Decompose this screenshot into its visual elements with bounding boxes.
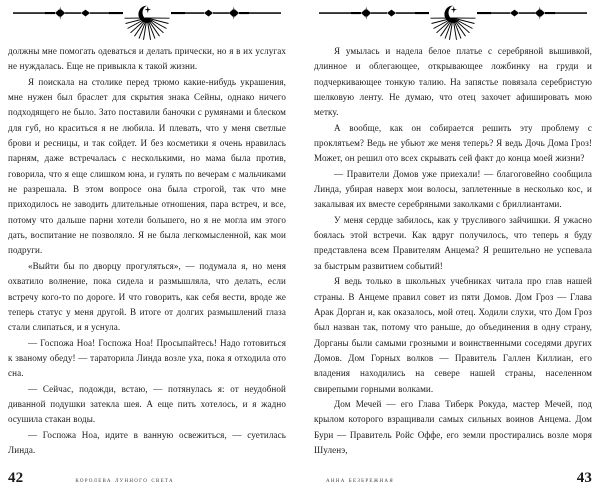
- paragraph: — Госпожа Ноа! Госпожа Ноа! Просыпайтесь! Надо готовиться к званому обеду! — тараторила Линда возле уха, пока я отходила ото сна.: [8, 337, 286, 379]
- crescent-moon-with-rays-divider-icon: [317, 4, 589, 42]
- running-head-right: анна безбрежная: [326, 475, 394, 485]
- page-number-right: 43: [576, 470, 592, 486]
- crescent-moon-with-rays-divider-icon: [11, 4, 283, 42]
- paragraph: — Госпожа Ноа, идите в ванную освежиться, — суетилась Линда.: [8, 429, 286, 455]
- paragraph: должны мне помогать одеваться и делать прически, но я в их услугах не нуждалась. Еще не привыкла к такой жизни.: [8, 46, 286, 72]
- page-footer-right: [300, 460, 600, 486]
- paragraph: Я умылась и надела белое платье с серебряной вышивкой, длинное и облегающее, открывающее ложбинку на груди и подчеркивающее тонкую талию. На запястье повязала серебристую шелковую ленту. Не думаю, что отец захочет афишировать мою метку.: [314, 46, 592, 118]
- paragraph: Я ведь только в школьных учебниках читала про глав нашей страны. В Анцеме правил совет из пяти Домов. Дом Гроз — Глава Арак Дорган и, как оказалось, мой отец. Ходили слухи, что Дом Гроз был назван так, потому что раньше, до объединения в одну страну, Дорганы были самыми грозными и воинственными соседями других Домов. Дом Горных волков — Правитель Галлен Киллиан, его владения находились на севере нашей страны, населенном свирепыми горными волками.: [314, 276, 592, 394]
- body-text-left: [8, 44, 286, 458]
- paragraph: А вообще, как он собирается решить эту проблему с проклятьем? Ведь не убьют же меня теперь? Я ведь Дочь Дома Гроз! Может, он решил ото всех скрывать сей факт до конца моей жизни?: [314, 122, 592, 164]
- body-text-right: [314, 44, 592, 458]
- ornament-divider-right: [314, 0, 592, 42]
- page-number-left: 42: [8, 470, 24, 486]
- paragraph: «Выйти бы по дворцу прогуляться», — подумала я, но меня охватило волнение, пока сидела и размышляла, что делать, если встречу кого-то по дороге. И что говорить, как себя вести, вроде же теперь статус у меня другой. В итоге от долгих размышлений глаза стали слипаться, и я уснула.: [8, 260, 286, 333]
- paragraph: У меня сердце забилось, как у трусливого зайчишки. Я ужасно боялась этой встречи. Как вдруг получилось, что теперь я буду представлена всем Правителям Анцема? Я решительно не успевала за быстрым развитием событий!: [314, 214, 592, 271]
- paragraph: — Правители Домов уже приехали! — благоговейно сообщила Линда, убирая наверх мои волосы, заплетенные в несколько кос, и закалывая их вместе серебряными заколками с бриллиантами.: [314, 168, 592, 210]
- page-right: [300, 0, 600, 494]
- running-head-left: королева лунного света: [75, 475, 174, 485]
- paragraph: Дом Мечей — его Глава Тиберк Рокуда, мастер Мечей, под крылом которого взращивали самых сильных воинов Анцема. Дом Бури — Правитель Ройс Оффе, его земли простирались возле моря Шуленэ,: [314, 398, 592, 455]
- page-footer-left: [0, 460, 300, 486]
- paragraph: — Сейчас, подожди, встаю, — потянулась я: от неудобной диванной подушки затекла шея. А еще пить хотелось, и я жадно осушила стакан воды.: [8, 383, 286, 425]
- ornament-divider-left: [8, 0, 286, 42]
- paragraph: Я поискала на столике перед трюмо какие-нибудь украшения, мне нужен был браслет для скрытия знака Сейны, однако ничего подходящего не было. Зато поставили баночки с румянами и блеском для губ, но краситься я не любила. И плевать, что у меня светлые брови и ресницы, и так сойдет. И без косметики я очень нравилась парням, даже встречалась с несколькими, но мама была против, говорила, что я еще слишком юна, и гулять по вечерам с мальчиками не разрешала. В этом вопросе она была строгой, так что мне приходилось не заводить длительные отношения, пара встреч, и все, потому что дальше парни хотели большего, но я не могла им этого дать, воспитание не позволяло. Я не была легкомысленной, как мои подруги.: [8, 76, 286, 256]
